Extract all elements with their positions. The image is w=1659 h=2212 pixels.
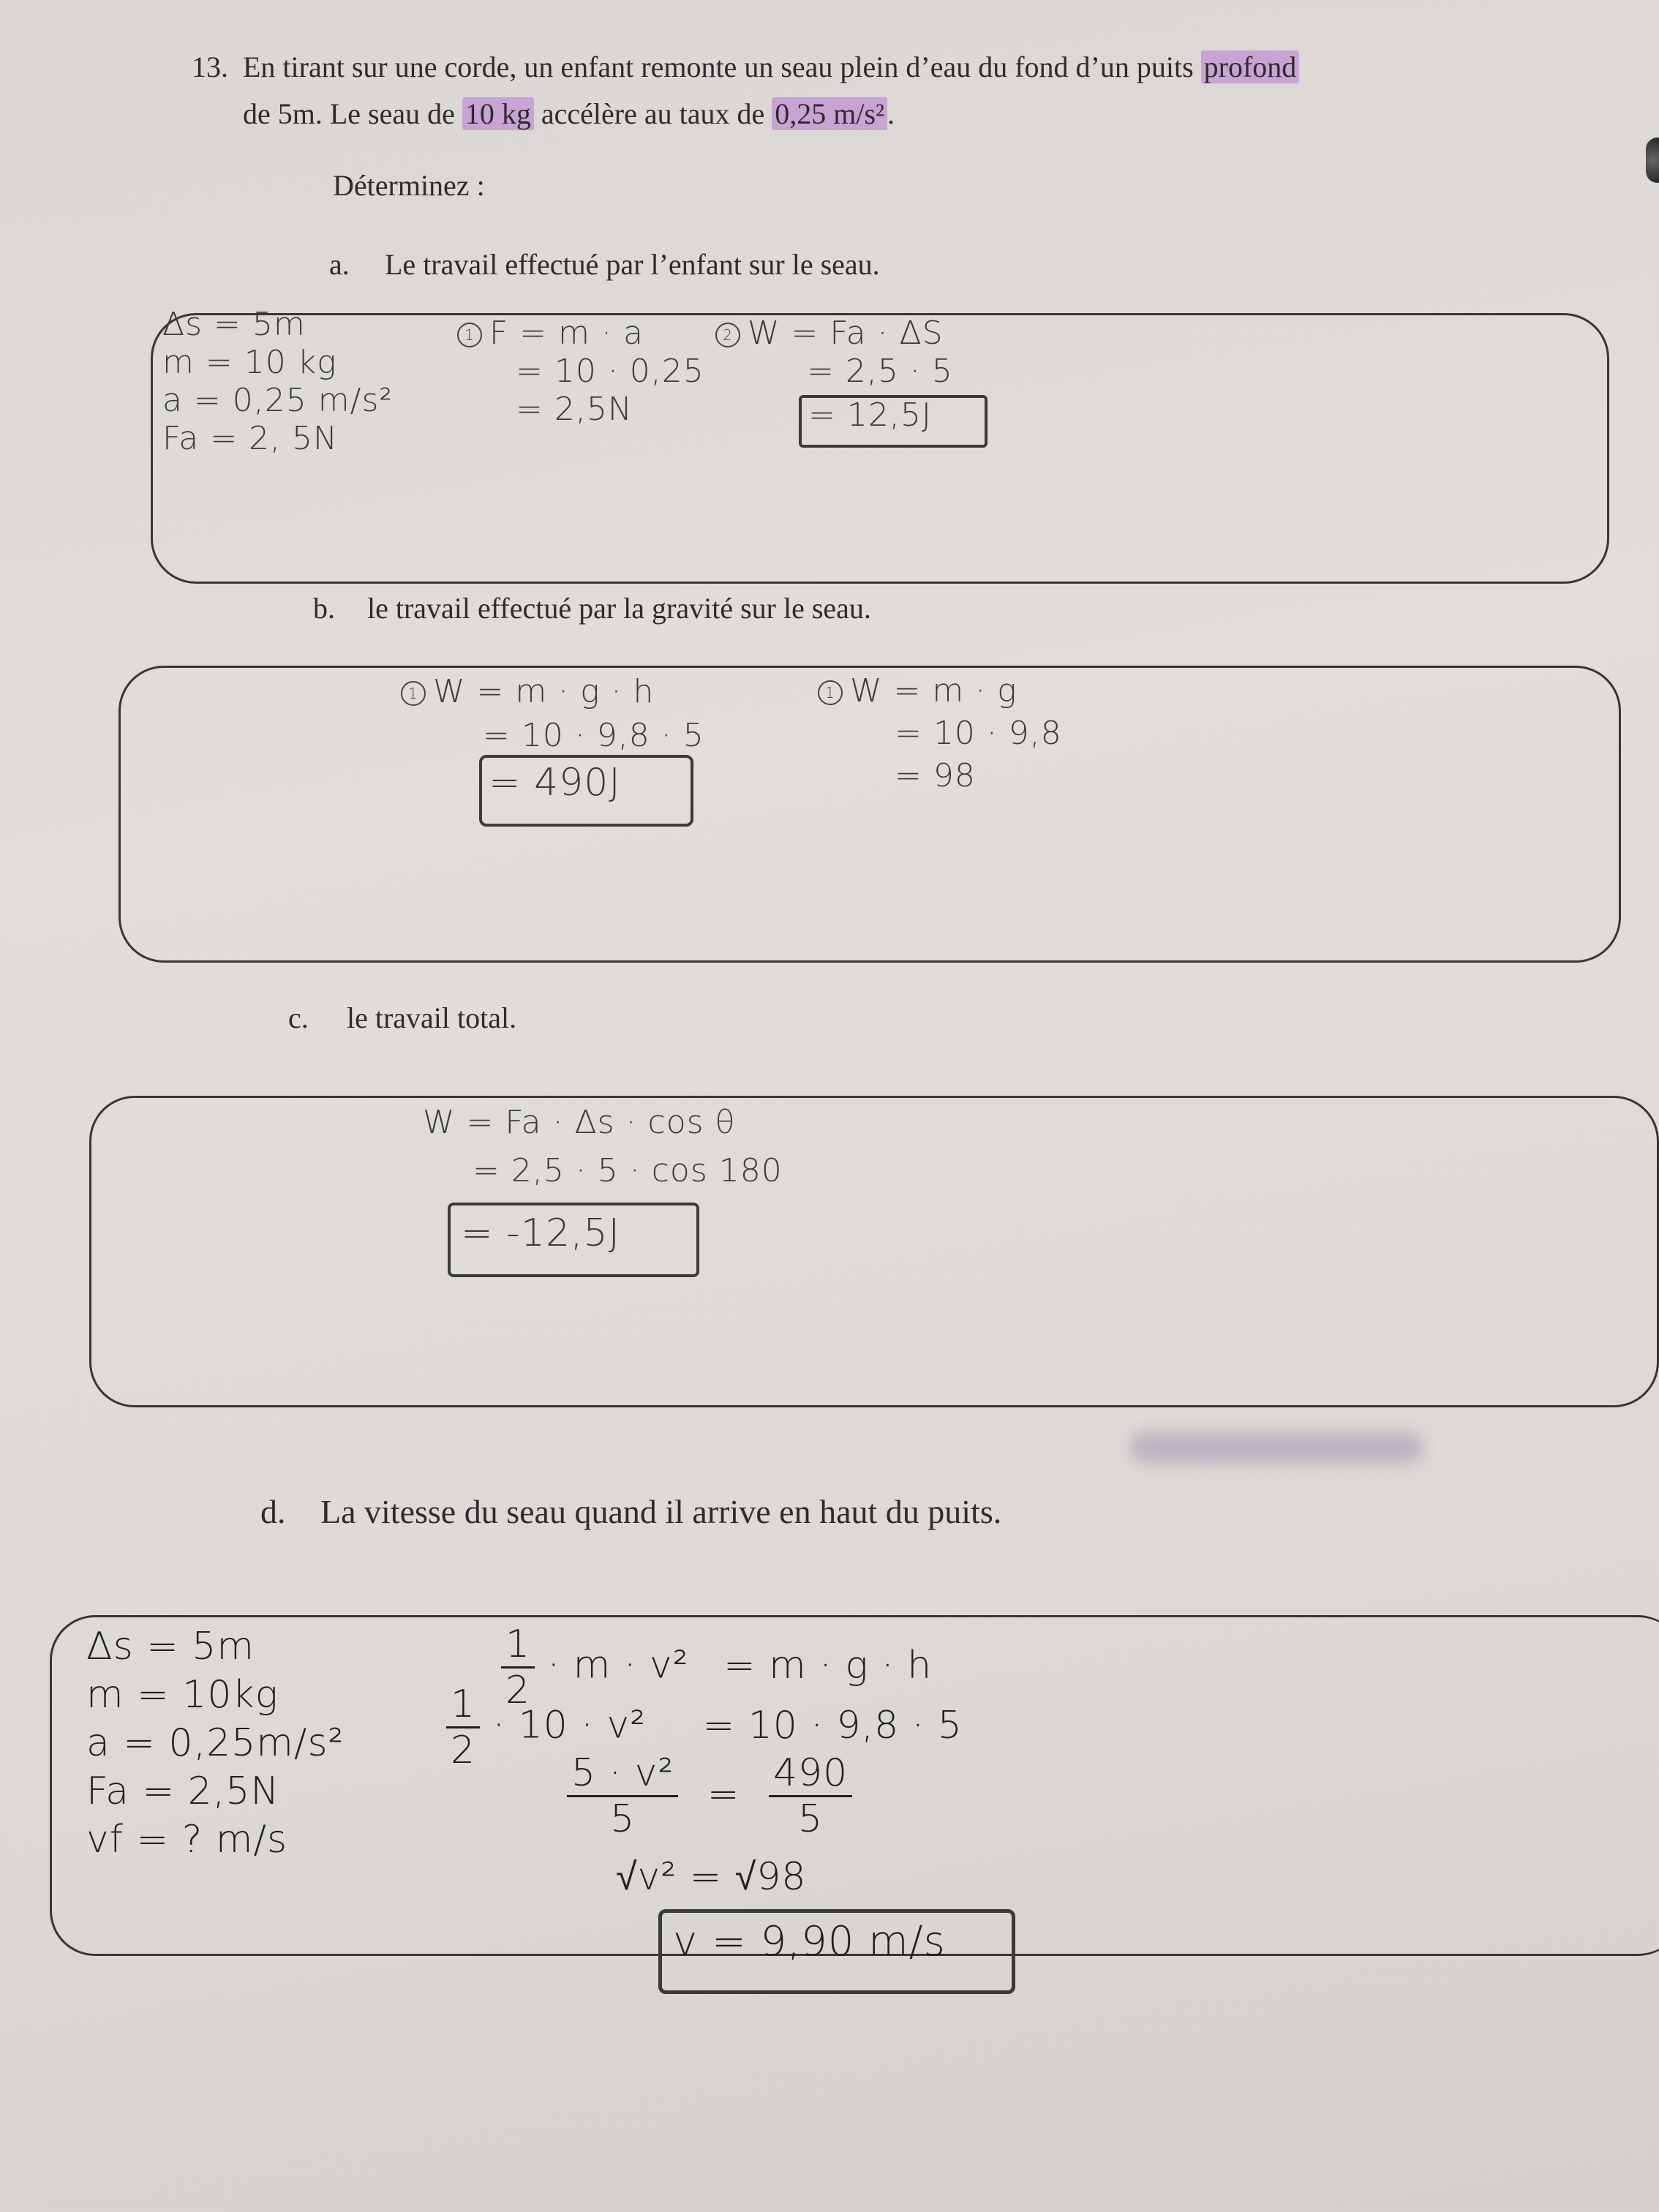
fraction-den: 5 xyxy=(610,1797,636,1841)
given-d-m: m = 10kg xyxy=(86,1673,279,1717)
equals-sign: = xyxy=(707,1772,740,1816)
ink-smudge xyxy=(1130,1432,1423,1463)
fraction-num: 5 · v² xyxy=(567,1751,678,1797)
fraction-den: 2 xyxy=(505,1669,531,1712)
fraction-den: 2 xyxy=(451,1728,476,1772)
total-work-formula: W = Fa · Δs · cos θ xyxy=(423,1104,736,1141)
weight-formula: W = m · g xyxy=(850,672,1017,710)
part-c-letter: c. xyxy=(288,1001,309,1034)
energy-kinetic: · m · v² xyxy=(547,1643,689,1688)
given-d-vf: vf = ? m/s xyxy=(86,1818,288,1862)
part-d-text: La vitesse du seau quand il arrive en haut du puits. xyxy=(320,1493,1002,1530)
binder-ring xyxy=(1646,138,1659,183)
highlight-profond: profond xyxy=(1201,50,1300,83)
answer-b-left xyxy=(401,670,704,758)
answer-a-step2 xyxy=(715,315,953,391)
step1-formula: F = m · a xyxy=(489,315,644,352)
fraction-num: 1 xyxy=(501,1622,535,1669)
step1-subst: = 10 · 0,25 xyxy=(516,353,704,390)
step2-formula: W = Fa · ΔS xyxy=(748,315,944,352)
highlight-acceleration: 0,25 m/s² xyxy=(772,97,887,130)
answer-c-result: = -12,5J xyxy=(461,1211,620,1255)
given-d-a: a = 0,25m/s² xyxy=(86,1721,345,1765)
highlight-mass: 10 kg xyxy=(462,97,534,130)
given-a-a: a = 0,25 m/s² xyxy=(162,382,394,419)
answer-c-lines xyxy=(423,1099,783,1195)
weight-subst: = 10 · 9,8 xyxy=(895,715,1062,752)
step-marker: 1 xyxy=(457,323,482,347)
total-work-subst: = 2,5 · 5 · cos 180 xyxy=(473,1152,783,1189)
fraction-half xyxy=(446,1682,480,1772)
answer-d-eq3 xyxy=(567,1751,852,1841)
determinez-label: Déterminez : xyxy=(333,169,485,202)
part-c-text: le travail total. xyxy=(347,1001,517,1034)
step-marker: 1 xyxy=(818,680,843,705)
fraction-left xyxy=(567,1751,678,1841)
given-d-fa: Fa = 2,5N xyxy=(86,1769,280,1813)
answer-a-givens xyxy=(162,306,393,458)
step-marker: 2 xyxy=(715,323,740,347)
part-a-letter: a. xyxy=(329,248,350,281)
gravity-work-subst: = 10 · 9,8 · 5 xyxy=(483,717,704,754)
given-a-m: m = 10 kg xyxy=(162,344,337,381)
step1-result: = 2,5N xyxy=(516,391,633,428)
answer-box-c xyxy=(89,1096,1659,1407)
answer-d-eq4: √v² = √98 xyxy=(616,1855,807,1899)
given-a-fa: Fa = 2, 5N xyxy=(162,420,338,457)
step2-subst: = 2,5 · 5 xyxy=(807,353,953,390)
step-marker: 1 xyxy=(401,681,426,706)
question-number: 13. xyxy=(192,50,228,83)
potential-substitution: = 10 · 9,8 · 5 xyxy=(702,1703,963,1748)
fraction-num: 1 xyxy=(446,1682,480,1728)
energy-potential: = m · g · h xyxy=(723,1643,933,1688)
given-d-ds: Δs = 5m xyxy=(86,1625,255,1669)
answer-b-result: = 490J xyxy=(489,761,621,805)
answer-a-step1 xyxy=(457,315,704,429)
question-line1-text: En tirant sur une corde, un enfant remonte un seau plein d’eau du fond d’un puits xyxy=(243,50,1194,83)
part-b-letter: b. xyxy=(313,592,335,625)
question-line2-part1: de 5m. Le seau de xyxy=(243,97,462,130)
answer-a-result: = 12,5J xyxy=(808,396,932,434)
given-a-ds: Δs = 5m xyxy=(162,306,306,343)
answer-d-givens xyxy=(86,1622,344,1864)
gravity-work-formula: W = m · g · h xyxy=(433,673,655,710)
weight-result: = 98 xyxy=(895,757,976,794)
fraction-den: 5 xyxy=(798,1797,824,1841)
answer-b-right xyxy=(818,670,1062,797)
part-d-letter: d. xyxy=(260,1493,286,1530)
fraction-right xyxy=(769,1751,852,1841)
answer-d-result: v = 9,90 m/s xyxy=(673,1918,946,1965)
question-line2 xyxy=(243,98,895,130)
part-b-text: le travail effectué par la gravité sur le seau. xyxy=(367,592,871,625)
fraction-num: 490 xyxy=(769,1751,852,1797)
kinetic-substitution: · 10 · v² xyxy=(492,1703,647,1748)
question-line1 xyxy=(243,51,1299,83)
part-a-text: Le travail effectué par l’enfant sur le seau. xyxy=(385,248,880,281)
question-line2-part2: accélère au taux de xyxy=(533,97,772,130)
question-line2-end: . xyxy=(887,97,895,130)
